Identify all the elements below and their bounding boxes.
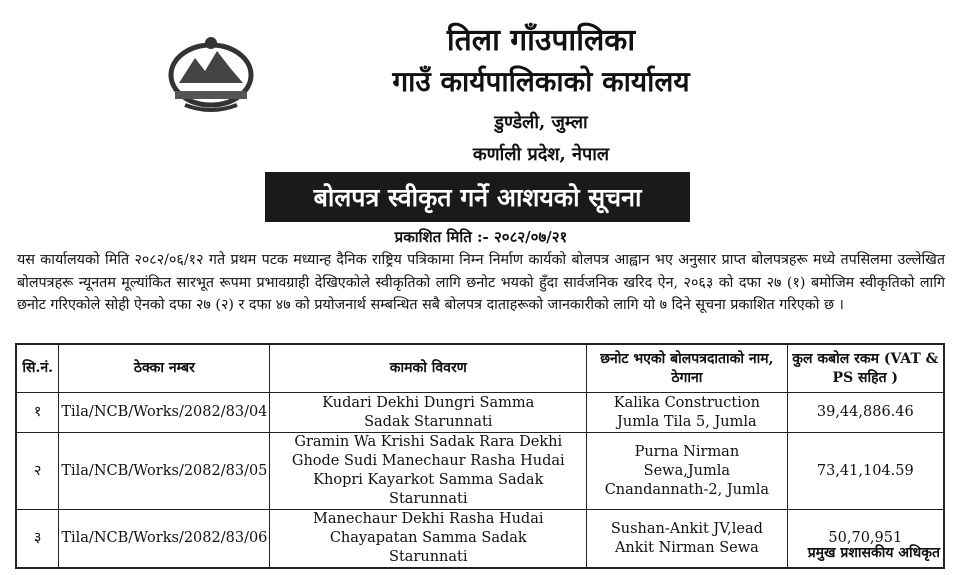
- cell-contract-no: Tila/NCB/Works/2082/83/05: [59, 433, 270, 510]
- published-date: प्रकाशित मिति :- २०८२/०७/२१: [394, 228, 568, 246]
- notice-title: बोलपत्र स्वीकृत गर्ने आशयको सूचना: [265, 172, 690, 222]
- office-province: कर्णाली प्रदेश, नेपाल: [472, 144, 610, 165]
- office-location: डुण्डेली, जुम्ला: [494, 112, 588, 133]
- table-header-row: [16, 344, 944, 393]
- header-sn: सि.नं.: [16, 344, 59, 393]
- cell-sn: २: [16, 433, 59, 510]
- header-description: कामको विवरण: [270, 344, 587, 393]
- cell-description: Gramin Wa Krishi Sadak Rara Dekhi Ghode Sudi Manechaur Rasha Hudai Khopri Kayarkot Samma Sadak Starunnati: [270, 433, 587, 510]
- bid-table: [15, 343, 945, 569]
- header-contract-no: ठेक्का नम्बर: [59, 344, 270, 393]
- cell-amount: 39,44,886.46: [787, 393, 944, 433]
- notice-body: यस कार्यालयको मिति २०८२/०६/१२ गते प्रथम पटक मध्यान्ह दैनिक राष्ट्रिय पत्रिकामा निम्न निर्माण कार्यको बोलपत्र आह्वान भए अनुसार प्राप्त बोलपत्रहरू मध्ये तपसिलमा उल्लेखित बोलपत्रहरू न्यूनतम मूल्यांकित सारभूत रूपमा प्रभावग्राही देखिएकोले स्वीकृतिको लागि छनोट भयको हुँदा सार्वजनिक खरिद ऐन, २०६३ को दफा २७ (१) बमोजिम स्वीकृतिको लागि छनोट गरिएकोले सोही ऐनको दफा २७ (२) र दफा ४७ को प्रयोजनार्थ सम्बन्धित सबै बोलपत्र दाताहरूको जानकारीको लागि यो ७ दिने सूचना प्रकाशित गरिएको छ ।: [17, 252, 945, 313]
- signature-title: प्रमुख प्रशासकीय अधिकृत: [807, 545, 940, 561]
- cell-contract-no: Tila/NCB/Works/2082/83/06: [59, 510, 270, 569]
- cell-amount: 50,70,951: [787, 510, 944, 569]
- header-amount: कुल कबोल रकम (VAT & PS सहित ): [787, 344, 944, 393]
- cell-bidder: Kalika Construction Jumla Tila 5, Jumla: [587, 393, 787, 433]
- cell-contract-no: Tila/NCB/Works/2082/83/04: [59, 393, 270, 433]
- office-subtitle: गाउँ कार्यपालिकाको कार्यालय: [392, 65, 690, 98]
- cell-bidder: Purna Nirman Sewa,Jumla Cnandannath-2, Jumla: [587, 433, 787, 510]
- cell-bidder: Sushan-Ankit JV,lead Ankit Nirman Sewa: [587, 510, 787, 569]
- cell-sn: १: [16, 393, 59, 433]
- cell-description: Manechaur Dekhi Rasha Hudai Chayapatan Samma Sadak Starunnati: [270, 510, 587, 569]
- table-row: [16, 433, 944, 510]
- cell-description: Kudari Dekhi Dungri Samma Sadak Starunnati: [270, 393, 587, 433]
- table-row: [16, 393, 944, 433]
- header-bidder: छनोट भएको बोलपत्रदाताको नाम, ठेगाना: [587, 344, 787, 393]
- cell-sn: ३: [16, 510, 59, 569]
- office-name: तिला गाँउपालिका: [446, 23, 636, 58]
- cell-amount: 73,41,104.59: [787, 433, 944, 510]
- table-row: [16, 510, 944, 569]
